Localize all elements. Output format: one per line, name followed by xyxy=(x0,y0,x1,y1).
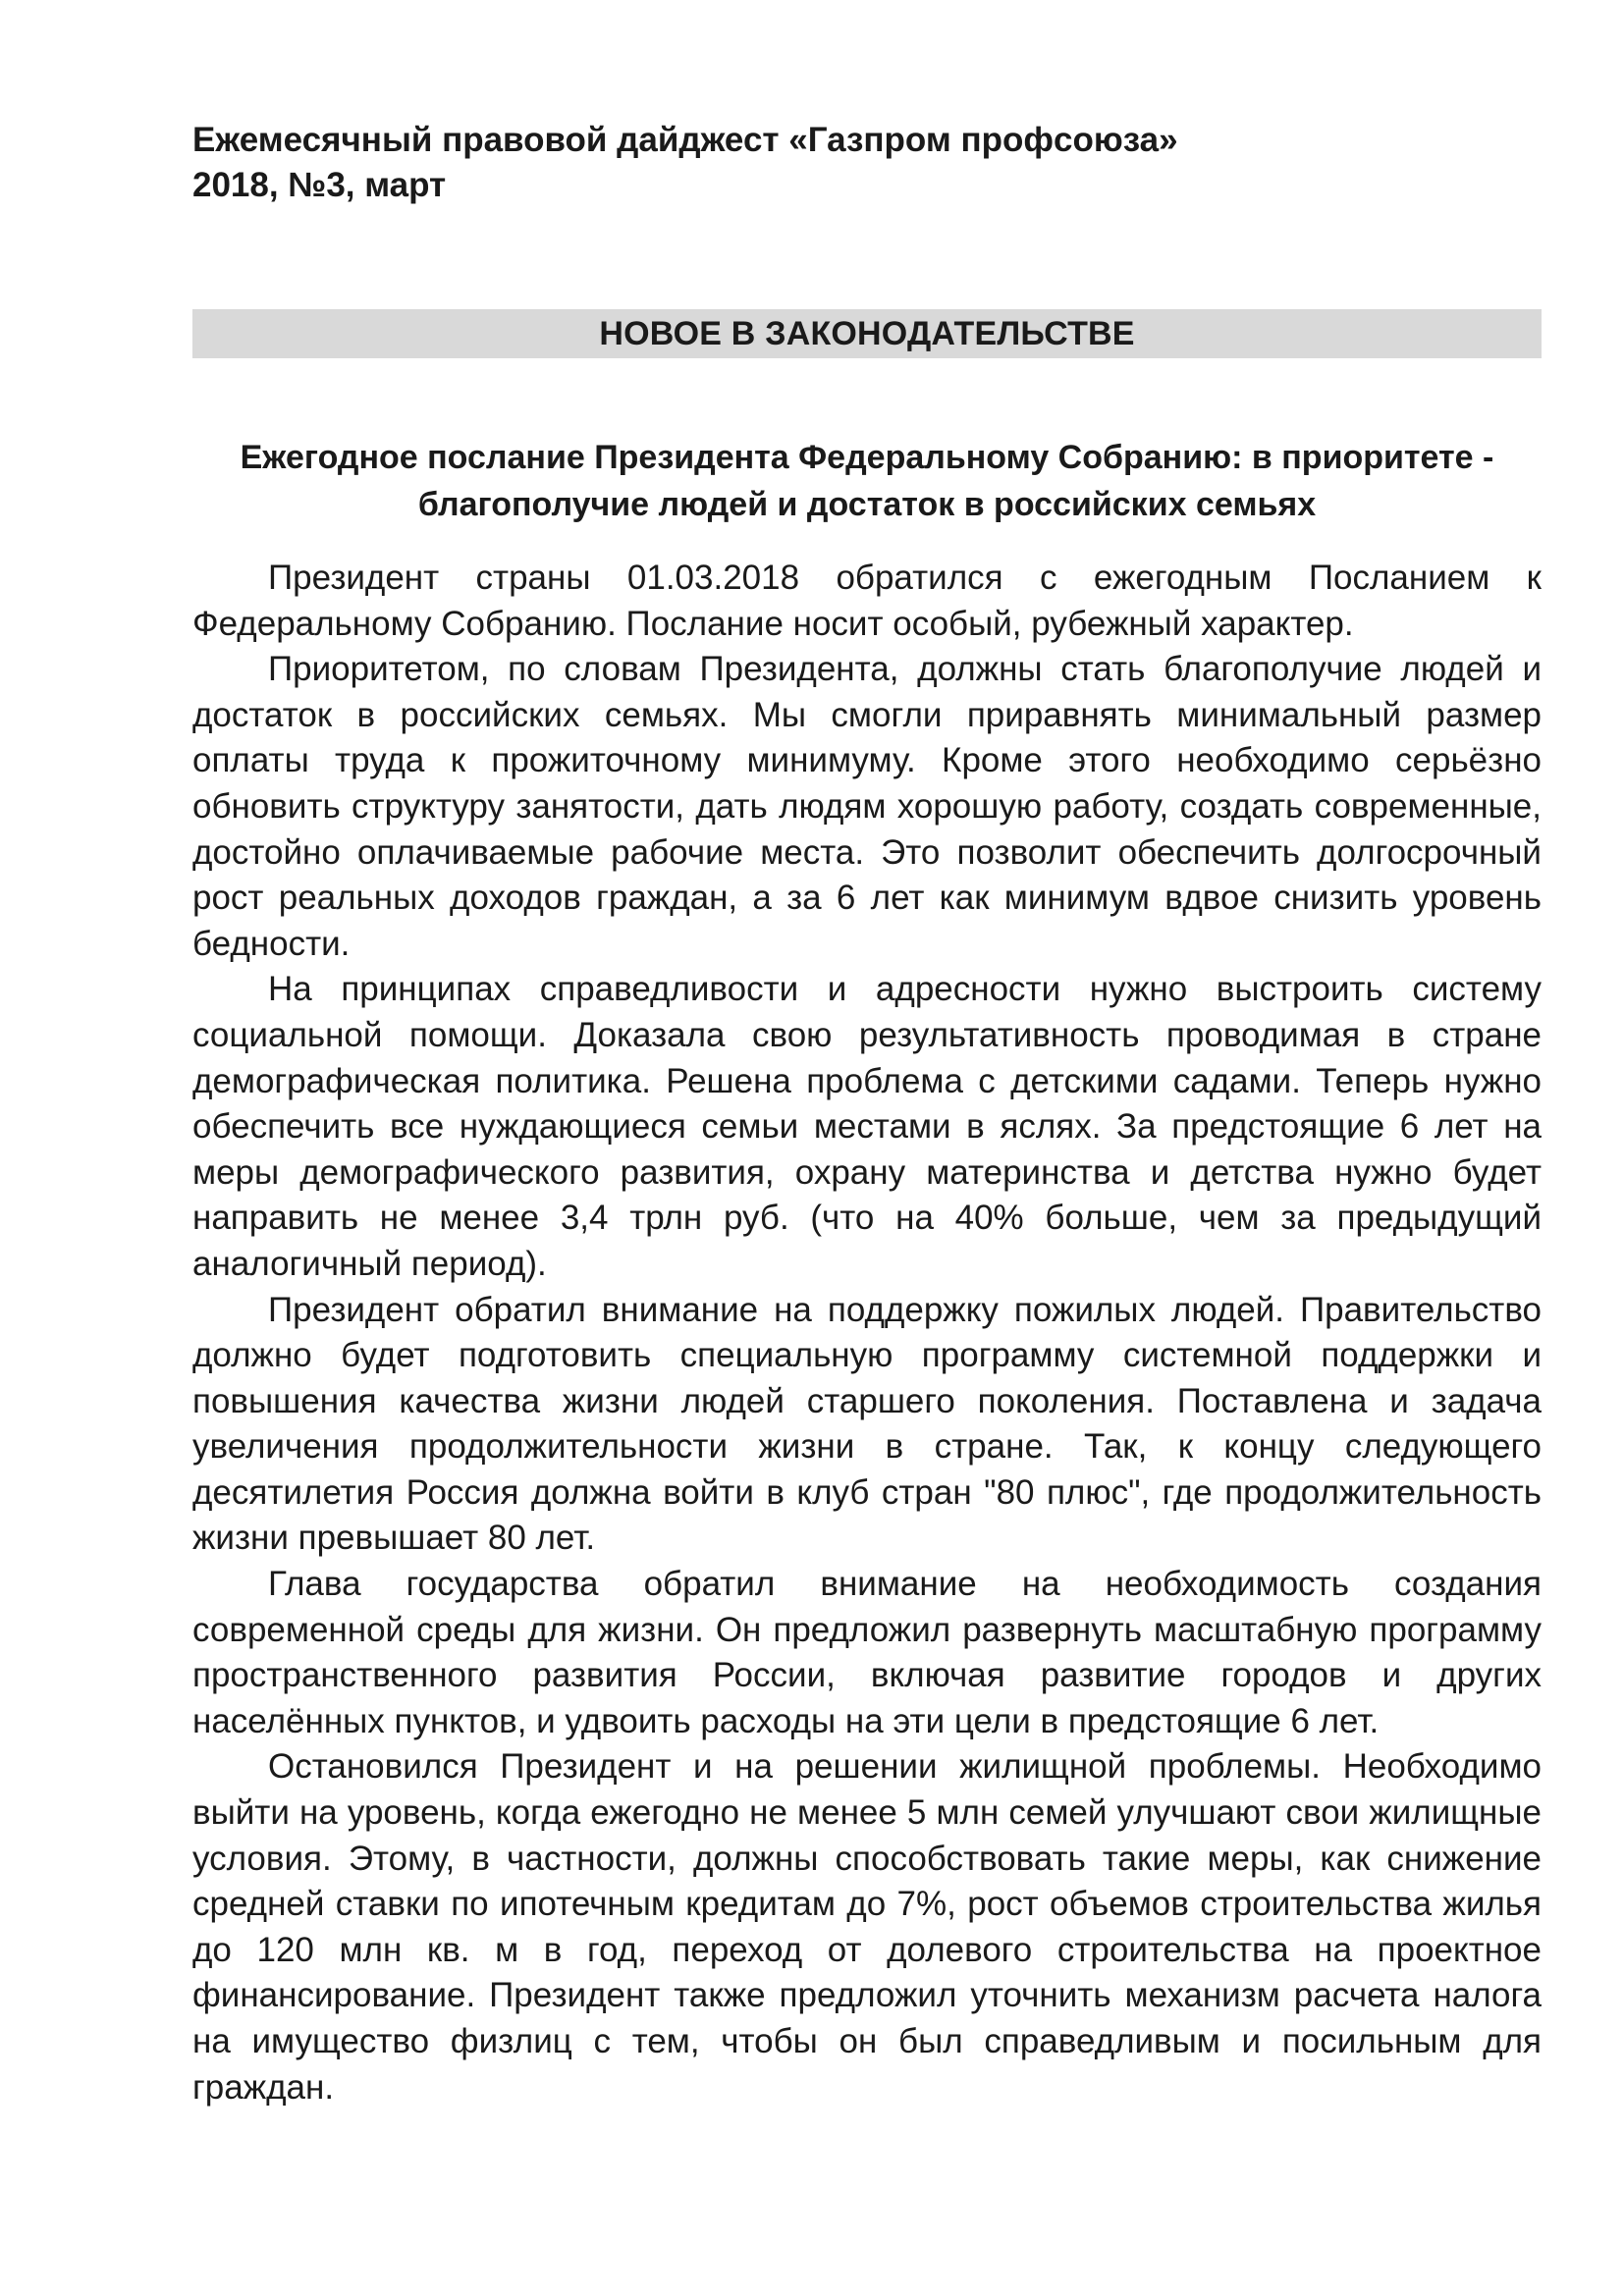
section-header-bar xyxy=(192,309,1542,358)
article-title xyxy=(192,434,1542,528)
article-body xyxy=(192,556,1542,2110)
paragraph-6: Остановился Президент и на решении жилищной проблемы. Необходимо выйти на уровень, когда ежегодно не менее 5 млн семей улучшают свои жилищные условия. Этому, в частности, должны способствовать такие меры, как снижение средней ставки по ипотечным кредитам до 7%, рост объемов строительства жилья до 120 млн кв. м в год, переход от долевого строительства на проектное финансирование. Президент также предложил уточнить механизм расчета налога на имущество физлиц с тем, чтобы он был справедливым и посильным для граждан. xyxy=(192,1747,1542,2107)
article-title-line-1: Ежегодное послание Президента Федеральному Собранию: в приоритете - xyxy=(240,439,1494,476)
digest-issue: 2018, №3, март xyxy=(192,166,447,204)
digest-title: Ежемесячный правовой дайджест «Газпром профсоюза» xyxy=(192,121,1178,159)
paragraph-1: Президент страны 01.03.2018 обратился с ежегодным Посланием к Федеральному Собранию. Послание носит особый, рубежный характер. xyxy=(192,559,1542,643)
paragraph-4: Президент обратил внимание на поддержку пожилых людей. Правительство должно будет подготовить специальную программу системной поддержки и повышения качества жизни людей старшего поколения. Поставлена и задача увеличения продолжительности жизни в стране. Так, к концу следующего десятилетия Россия должна войти в клуб стран "80 плюс", где продолжительность жизни превышает 80 лет. xyxy=(192,1290,1542,1558)
section-title: НОВОЕ В ЗАКОНОДАТЕЛЬСТВЕ xyxy=(599,314,1135,352)
paragraph-3: На принципах справедливости и адресности нужно выстроить систему социальной помощи. Доказала свою результативность проводимая в стране демографическая политика. Решена проблема с детскими садами. Теперь нужно обеспечить все нуждающиеся семьи местами в яслях. За предстоящие 6 лет на меры демографического развития, охрану материнства и детства нужно будет направить не менее 3,4 трлн руб. (что на 40% больше, чем за предыдущий аналогичный период). xyxy=(192,970,1542,1283)
paragraph-5: Глава государства обратил внимание на необходимость создания современной среды для жизни. Он предложил развернуть масштабную программу пространственного развития России, включая развитие городов и других населённых пунктов, и удвоить расходы на эти цели в предстоящие 6 лет. xyxy=(192,1565,1542,1740)
paragraph-2: Приоритетом, по словам Президента, должны стать благополучие людей и достаток в российских семьях. Мы смогли приравнять минимальный размер оплаты труда к прожиточному минимуму. Кроме этого необходимо серьёзно обновить структуру занятости, дать людям хорошую работу, создать современные, достойно оплачиваемые рабочие места. Это позволит обеспечить долгосрочный рост реальных доходов граждан, а за 6 лет как минимум вдвое снизить уровень бедности. xyxy=(192,650,1542,963)
article-title-line-2: благополучие людей и достаток в российских семьях xyxy=(417,486,1317,523)
document-page xyxy=(192,118,1542,2110)
